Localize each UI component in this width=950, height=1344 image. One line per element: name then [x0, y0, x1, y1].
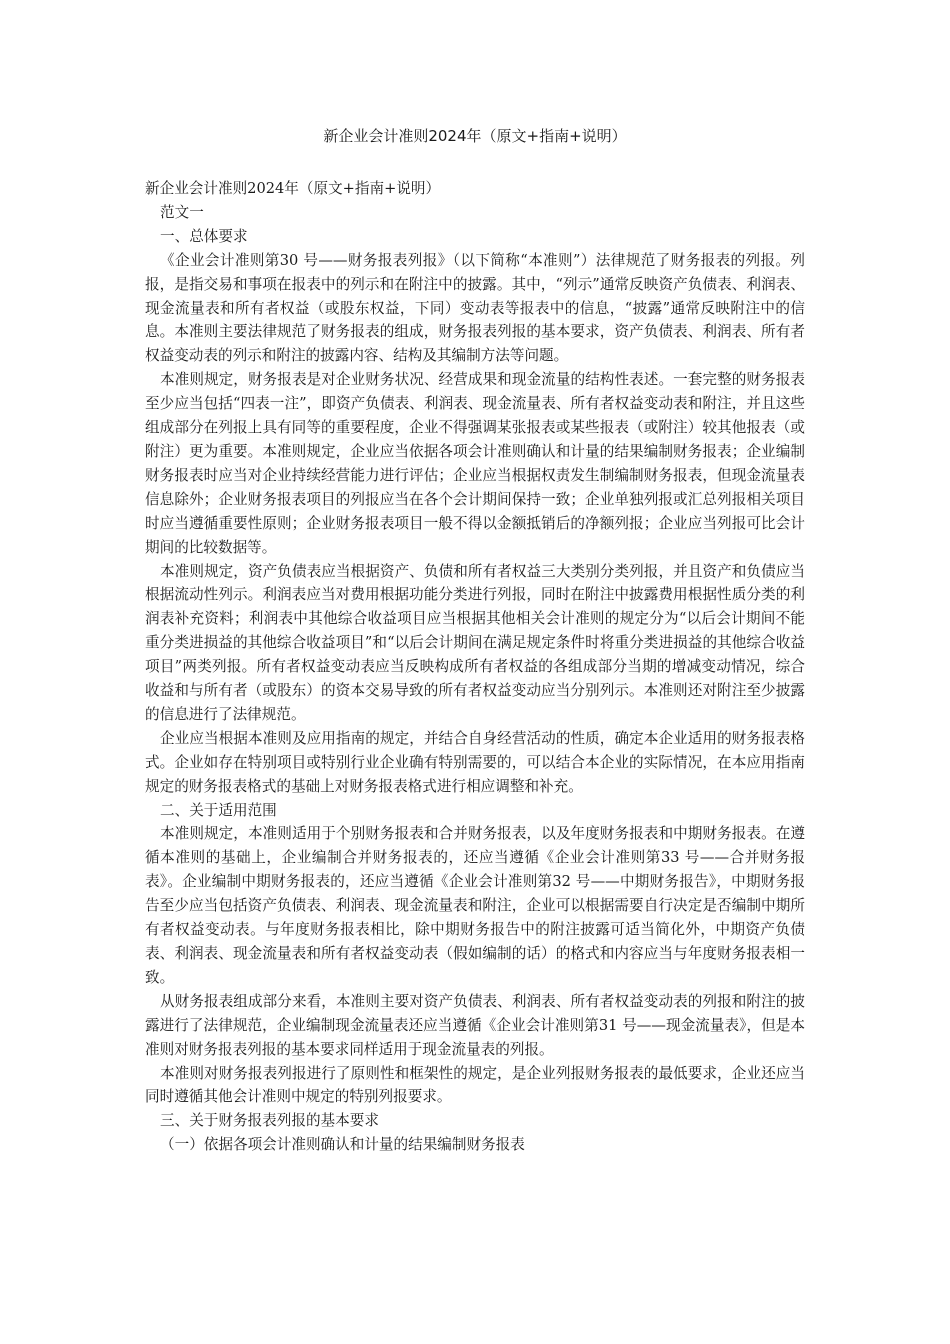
paragraph: 企业应当根据本准则及应用指南的规定，并结合自身经营活动的性质，确定本企业适用的财务报表格式。企业如存在特别项目或特别行业企业确有特别需要的，可以结合本企业的实际情况，在本应用指南规定的财务报表格式的基础上对财务报表格式进行相应调整和补充。 — [145, 729, 805, 795]
paragraph: 本准则规定，财务报表是对企业财务状况、经营成果和现金流量的结构性表述。一套完整的财务报表至少应当包括“四表一注”，即资产负债表、利润表、现金流量表、所有者权益变动表和附注，并且这些组成部分在列报上具有同等的重要程度，企业不得强调某张报表或某些报表（或附注）较其他报表（或附注）更为重要。本准则规定，企业应当依据各项会计准则确认和计量的结果编制财务报表；企业编制财务报表时应当对企业持续经营能力进行评估；企业应当根据权责发生制编制财务报表，但现金流量表信息除外；企业财务报表项目的列报应当在各个会计期间保持一致；企业单独列报或汇总列报相关项目时应当遵循重要性原则；企业财务报表项目一般不得以金额抵销后的净额列报；企业应当列报可比会计期间的比较数据等。 — [145, 371, 805, 556]
section-heading-general: 一、总体要求 — [160, 227, 248, 245]
document-subtitle: 新企业会计准则2024年（原文+指南+说明） — [145, 180, 441, 197]
paragraph: 本准则规定，本准则适用于个别财务报表和合并财务报表，以及年度财务报表和中期财务报表。在遵循本准则的基础上，企业编制合并财务报表的，还应当遵循《企业会计准则第33 号——合并财务报表》。企业编制中期财务报表的，还应当遵循《企业会计准则第32 号——中期财务报告》，中期财务报告至少应当包括资产负债表、利润表、现金流量表和附注，企业可以根据需要自行决定是否编制中期所有者权益变动表。与年度财务报表相比，除中期财务报告中的附注披露可适当简化外，中期资产负债表、利润表、现金流量表和所有者权益变动表（假如编制的话）的格式和内容应当与年度财务报表相一致。 — [145, 825, 805, 986]
paragraph: 从财务报表组成部分来看，本准则主要对资产负债表、利润表、所有者权益变动表的列报和附注的披露进行了法律规范，企业编制现金流量表还应当遵循《企业会计准则第31 号——现金流量表》，但是本准则对财务报表列报的基本要求同样适用于现金流量表的列报。 — [145, 992, 805, 1058]
paragraph: 本准则规定，资产负债表应当根据资产、负债和所有者权益三大类别分类列报，并且资产和负债应当根据流动性列示。利润表应当对费用根据功能分类进行列报，同时在附注中披露费用根据性质分类的利润表补充资料；利润表中其他综合收益项目应当根据其他相关会计准则的规定分为“以后会计期间不能重分类进损益的其他综合收益项目”和“以后会计期间在满足规定条件时将重分类进损益的其他综合收益项目”两类列报。所有者权益变动表应当反映构成所有者权益的各组成部分当期的增减变动情况，综合收益和与所有者（或股东）的资本交易导致的所有者权益变动应当分别列示。本准则还对附注至少披露的信息进行了法律规范。 — [145, 562, 805, 723]
paragraph: 本准则对财务报表列报进行了原则性和框架性的规定，是企业列报财务报表的最低要求，企业还应当同时遵循其他会计准则中规定的特别列报要求。 — [145, 1064, 805, 1106]
document-title: 新企业会计准则2024年（原文+指南+说明） — [323, 127, 627, 145]
section-heading-scope: 二、关于适用范围 — [160, 801, 277, 819]
subsection-heading: （一）依据各项会计准则确认和计量的结果编制财务报表 — [160, 1136, 525, 1154]
paragraph: 《企业会计准则第30 号——财务报表列报》（以下简称“本准则”）法律规范了财务报表的列报。列报，是指交易和事项在报表中的列示和在附注中的披露。其中，“列示”通常反映资产负债表、利润表、现金流量表和所有者权益（或股东权益，下同）变动表等报表中的信息，“披露”通常反映附注中的信息。本准则主要法律规范了财务报表的组成，财务报表列报的基本要求，资产负债表、利润表、所有者权益变动表的列示和附注的披露内容、结构及其编制方法等问题。 — [145, 251, 805, 365]
document-body — [145, 177, 805, 1157]
section-label: 范文一 — [160, 203, 204, 221]
section-heading-basic-requirements: 三、关于财务报表列报的基本要求 — [160, 1112, 379, 1130]
